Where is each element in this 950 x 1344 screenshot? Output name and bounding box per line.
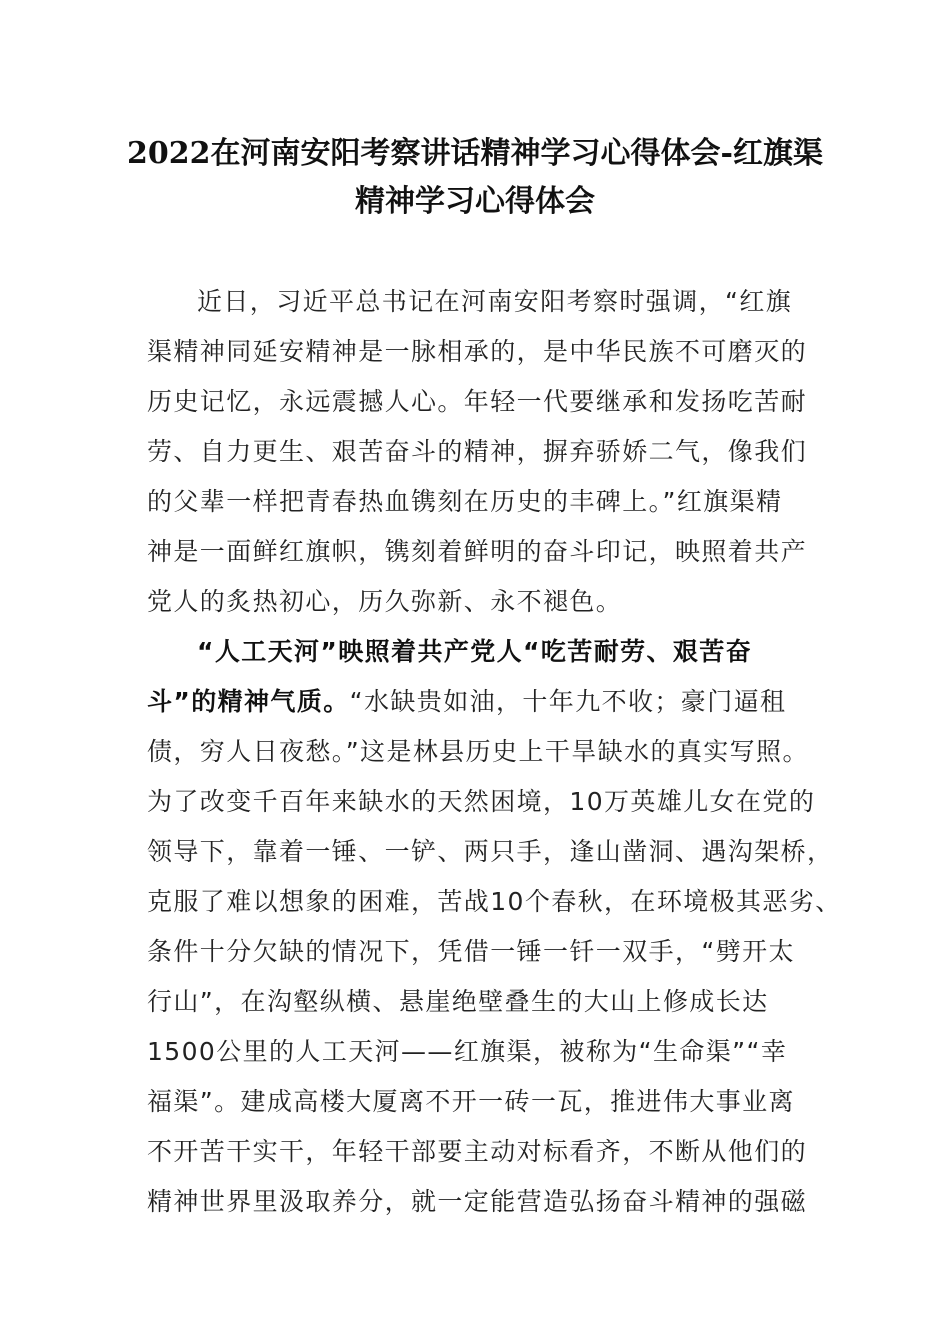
paragraph-2-line: 精神世界里汲取养分，就一定能营造弘扬奋斗精神的强磁 — [147, 1187, 808, 1216]
paragraph-2-line — [147, 686, 786, 718]
paragraph-2-line: 债，穷人日夜愁。”这是林县历史上干旱缺水的真实写照。 — [147, 737, 809, 766]
paragraph-2-line: 1500公里的人工天河——红旗渠，被称为“生命渠”“幸 — [147, 1037, 788, 1066]
paragraph-2-line: 不开苦干实干，年轻干部要主动对标看齐，不断从他们的 — [147, 1137, 808, 1166]
paragraph-1-line: 近日，习近平总书记在河南安阳考察时强调，“红旗 — [197, 287, 793, 316]
paragraph-1-line: 神是一面鲜红旗帜，镌刻着鲜明的奋斗印记，映照着共产 — [147, 537, 808, 566]
document-title-line-1: 2022在河南安阳考察讲话精神学习心得体会-红旗渠 — [127, 136, 823, 171]
paragraph-2-heading: “人工天河”映照着共产党人“吃苦耐劳、艰苦奋 — [197, 637, 753, 666]
paragraph-1-line: 劳、自力更生、艰苦奋斗的精神，摒弃骄娇二气，像我们 — [147, 437, 808, 466]
paragraph-1-line: 历史记忆，永远震撼人心。年轻一代要继承和发扬吃苦耐 — [147, 387, 808, 416]
paragraph-1-line: 渠精神同延安精神是一脉相承的，是中华民族不可磨灭的 — [147, 337, 808, 366]
document-title-line-2: 精神学习心得体会 — [355, 184, 595, 219]
paragraph-2-line: 克服了难以想象的困难，苦战10个春秋，在环境极其恶劣、 — [147, 887, 842, 916]
paragraph-1-line: 党人的炙热初心，历久弥新、永不褪色。 — [147, 587, 623, 616]
paragraph-2-line: 福渠”。建成高楼大厦离不开一砖一瓦，推进伟大事业离 — [147, 1087, 795, 1116]
paragraph-2-line: 领导下，靠着一锤、一铲、两只手，逢山凿洞、遇沟架桥， — [147, 837, 834, 866]
paragraph-2-quote-start: “水缺贵如油，十年九不收；豪门逼租 — [349, 687, 787, 716]
paragraph-2-line: 为了改变千百年来缺水的天然困境，10万英雄儿女在党的 — [147, 787, 816, 816]
paragraph-2-line: 条件十分欠缺的情况下，凭借一锤一钎一双手，“劈开太 — [147, 937, 795, 966]
paragraph-2-line: 行山”，在沟壑纵横、悬崖绝壁叠生的大山上修成长达 — [147, 987, 769, 1016]
paragraph-1-line: 的父辈一样把青春热血镌刻在历史的丰碑上。”红旗渠精 — [147, 487, 783, 516]
paragraph-2-heading-end: 斗”的精神气质。 — [147, 687, 350, 716]
